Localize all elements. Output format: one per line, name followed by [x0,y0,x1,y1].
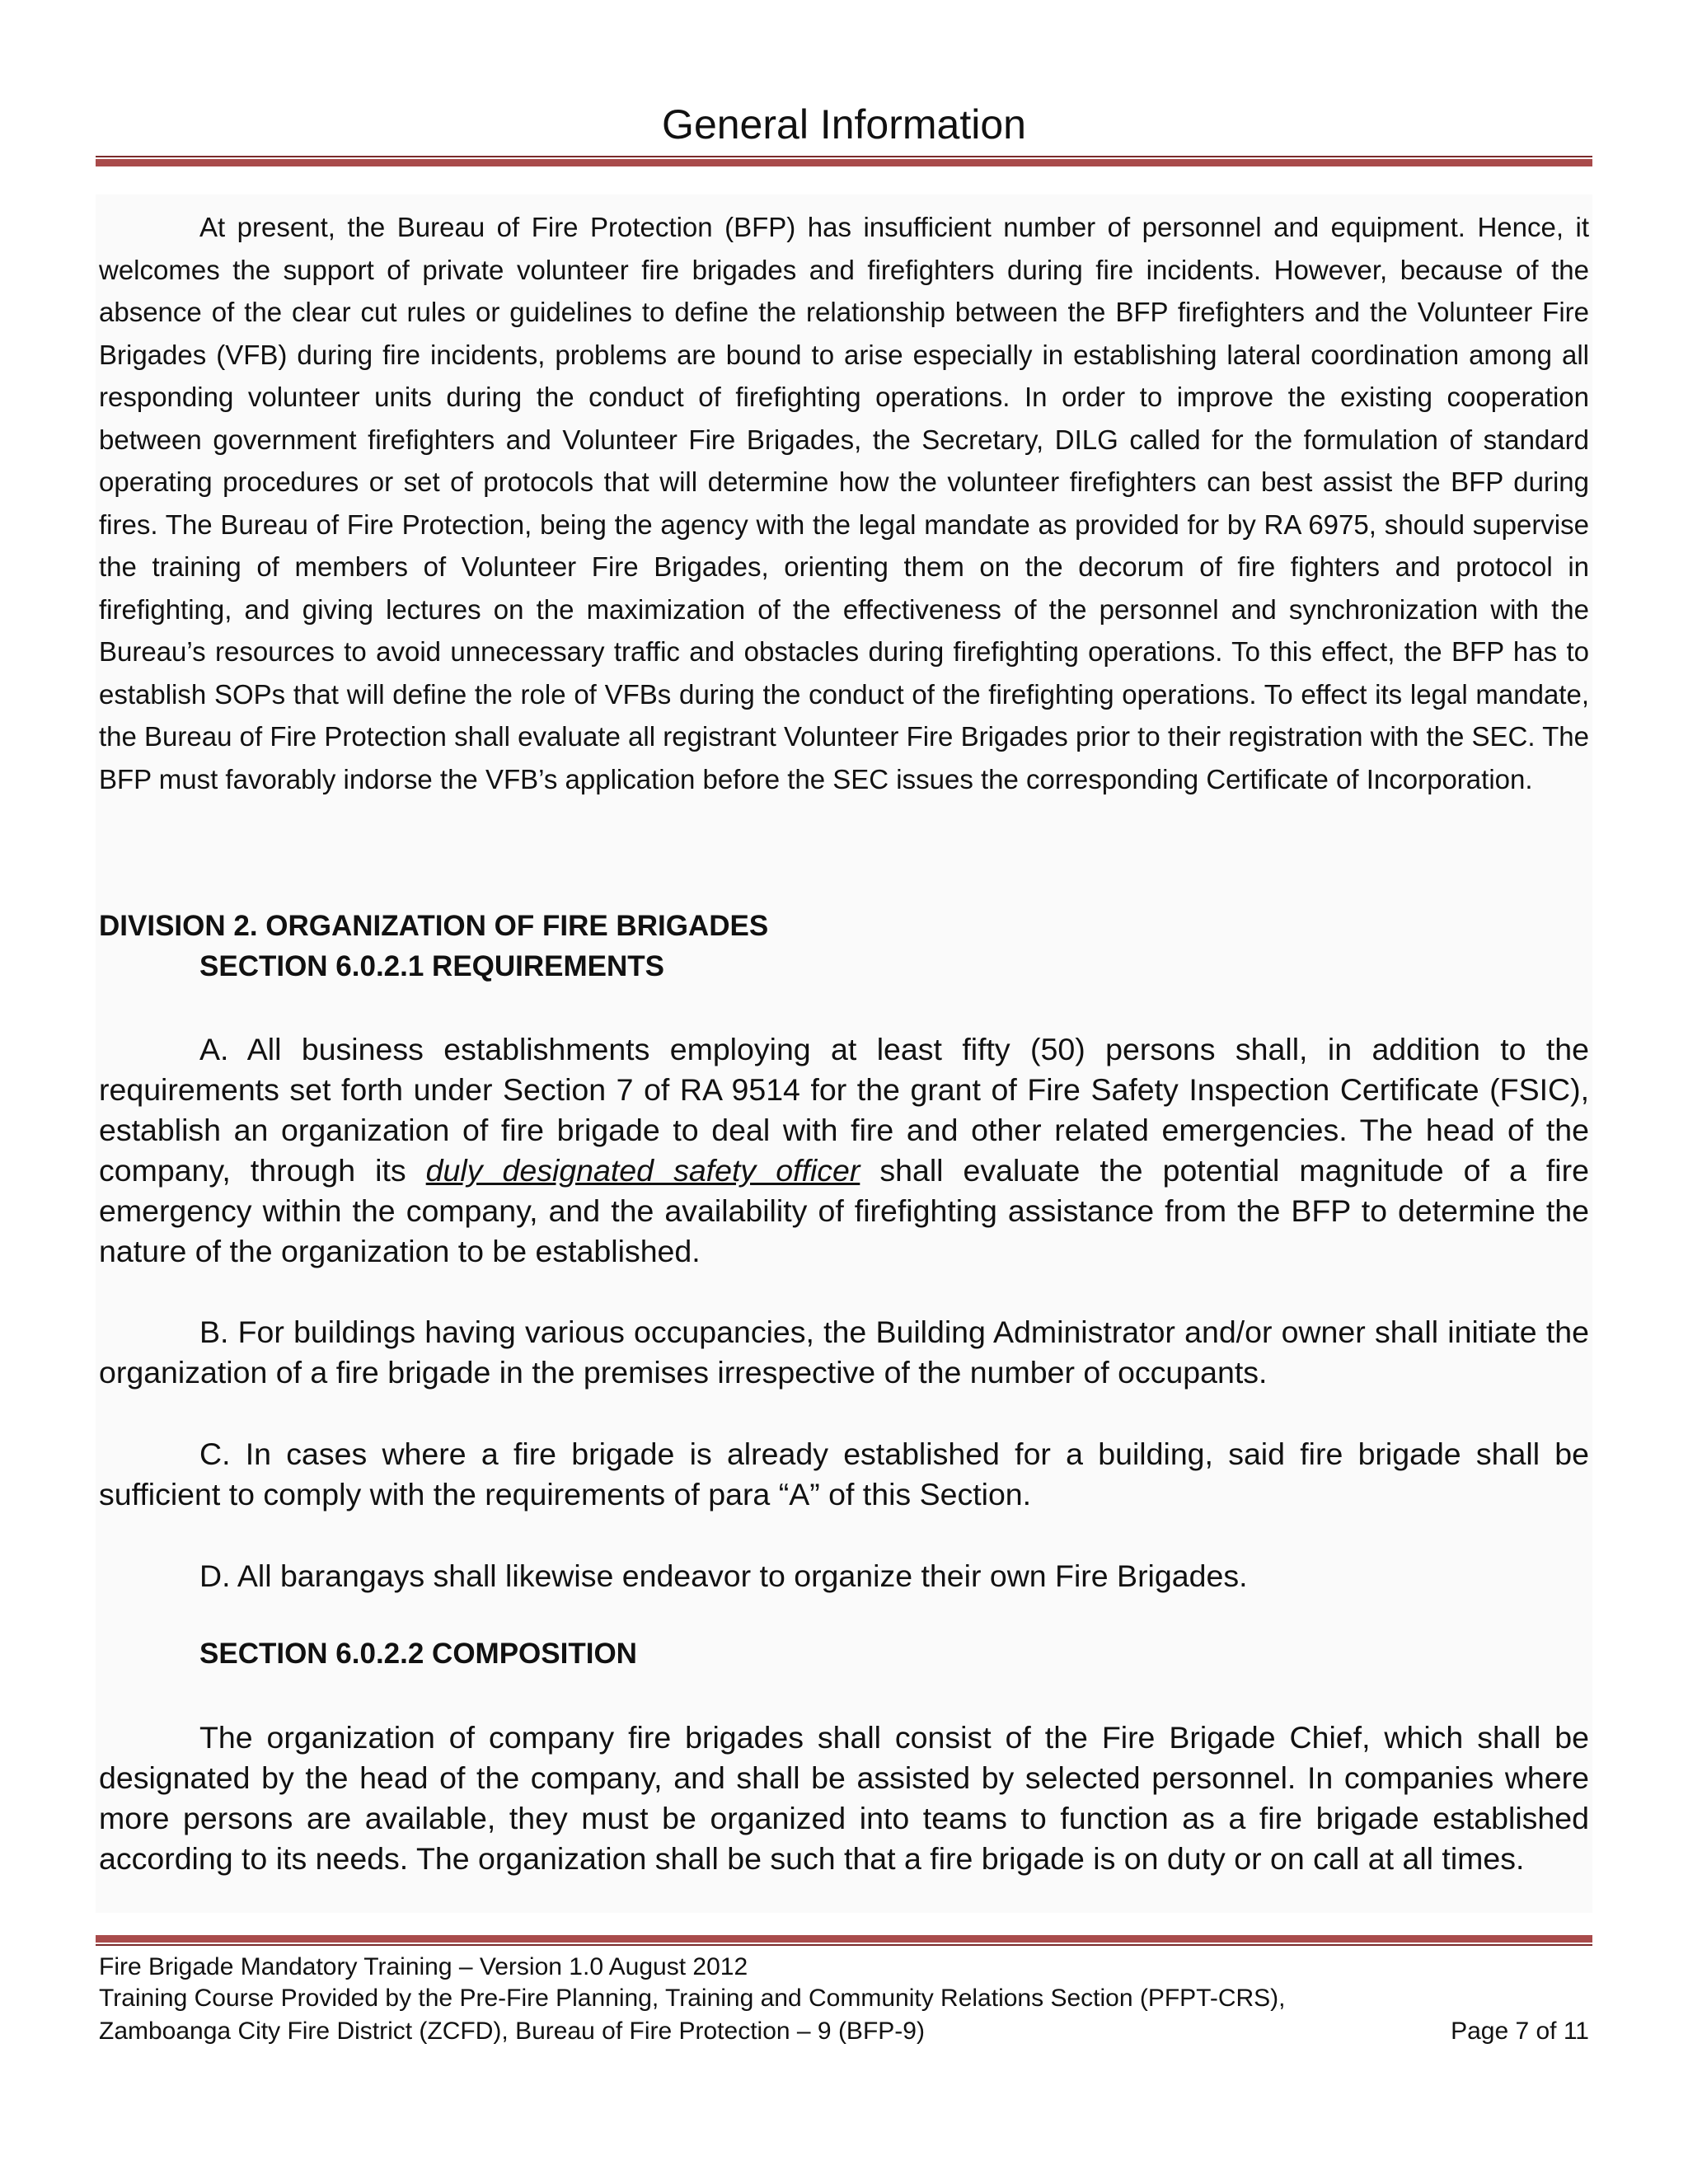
intro-paragraph [99,206,1589,800]
paragraph-a-text-start: A. All business establishments employing at least fifty (50) persons shall, in addition to the requirements set forth under Section 7 of RA 9514 for the grant of Fire Safety Inspection Certificate (FSIC), establish an organization of fire brigade to deal with fire and other related emergencies. The head of the company, through its [99,1032,1589,1188]
footer-rule-thick [96,1935,1592,1943]
paragraph-a-text-end: shall evaluate the potential magnitude of a fire emergency within the company, and the availability of firefighting assistance from the BFP to determine the nature of the organization to be established. [99,1153,1589,1268]
section-heading-requirements: SECTION 6.0.2.1 REQUIREMENTS [199,950,665,982]
footer-line-1: Fire Brigade Mandatory Training – Version 1.0 August 2012 [99,1953,748,1980]
paragraph-d [99,1556,1589,1596]
paragraph-a [99,1029,1589,1272]
intro-paragraph-text: At present, the Bureau of Fire Protection (BFP) has insufficient number of personnel and equipment. Hence, it welcomes the support of private volunteer fire brigades and firefighters during fire incidents. However, because of the absence of the clear cut rules or guidelines to define the relationship between the BFP firefighters and the Volunteer Fire Brigades (VFB) during fire incidents, problems are bound to arise especially in establishing lateral coordination among all responding volunteer units during the conduct of firefighting operations. In order to improve the existing cooperation between government firefighters and Volunteer Fire Brigades, the Secretary, DILG called for the formulation of standard operating procedures or set of protocols that will determine how the volunteer firefighters can best assist the BFP during fires. The Bureau of Fire Protection, being the agency with the legal mandate as provided for by RA 6975, should supervise the training of members of Volunteer Fire Brigades, orienting them on the decorum of fire fighters and protocol in firefighting, and giving lectures on the maximization of the effectiveness of the personnel and synchronization with the Bureau’s resources to avoid unnecessary traffic and obstacles during firefighting operations. To this effect, the BFP has to establish SOPs that will define the role of VFBs during the conduct of the firefighting operations. To effect its legal mandate, the Bureau of Fire Protection shall evaluate all registrant Volunteer Fire Brigades prior to their registration with the SEC. The BFP must favorably indorse the VFB’s application before the SEC issues the corresponding Certificate of Incorporation. [99,212,1589,794]
paragraph-d-text: D. All barangays shall likewise endeavor to organize their own Fire Brigades. [199,1558,1248,1593]
page-title: General Information [662,101,1026,148]
footer-line-3: Zamboanga City Fire District (ZCFD), Bureau of Fire Protection – 9 (BFP-9) [99,2018,925,2045]
page-number: Page 7 of 11 [1451,2018,1589,2045]
header-rule-thin [96,156,1592,157]
division-heading: DIVISION 2. ORGANIZATION OF FIRE BRIGADES [99,910,769,942]
section-heading-composition: SECTION 6.0.2.2 COMPOSITION [199,1638,637,1670]
paragraph-a-emphasis: duly designated safety officer [425,1153,860,1188]
composition-paragraph-text: The organization of company fire brigades shall consist of the Fire Brigade Chief, which shall be designated by the head of the company, and shall be assisted by selected personnel. In companies where more persons are available, they must be organized into teams to function as a fire brigade established according to its needs. The organization shall be such that a fire brigade is on duty or on call at all times. [99,1720,1589,1876]
header-rule-thick [96,159,1592,166]
footer-rule-thin [96,1944,1592,1946]
composition-paragraph [99,1718,1589,1879]
paragraph-b-text: B. For buildings having various occupancies, the Building Administrator and/or owner shall initiate the organization of a fire brigade in the premises irrespective of the number of occupants. [99,1315,1589,1390]
paragraph-c-text: C. In cases where a fire brigade is already established for a building, said fire brigade shall be sufficient to comply with the requirements of para “A” of this Section. [99,1436,1589,1511]
paragraph-c [99,1434,1589,1515]
footer-line-2: Training Course Provided by the Pre-Fire Planning, Training and Community Relations Section (PFPT-CRS), [99,1985,1286,2012]
paragraph-b [99,1312,1589,1393]
